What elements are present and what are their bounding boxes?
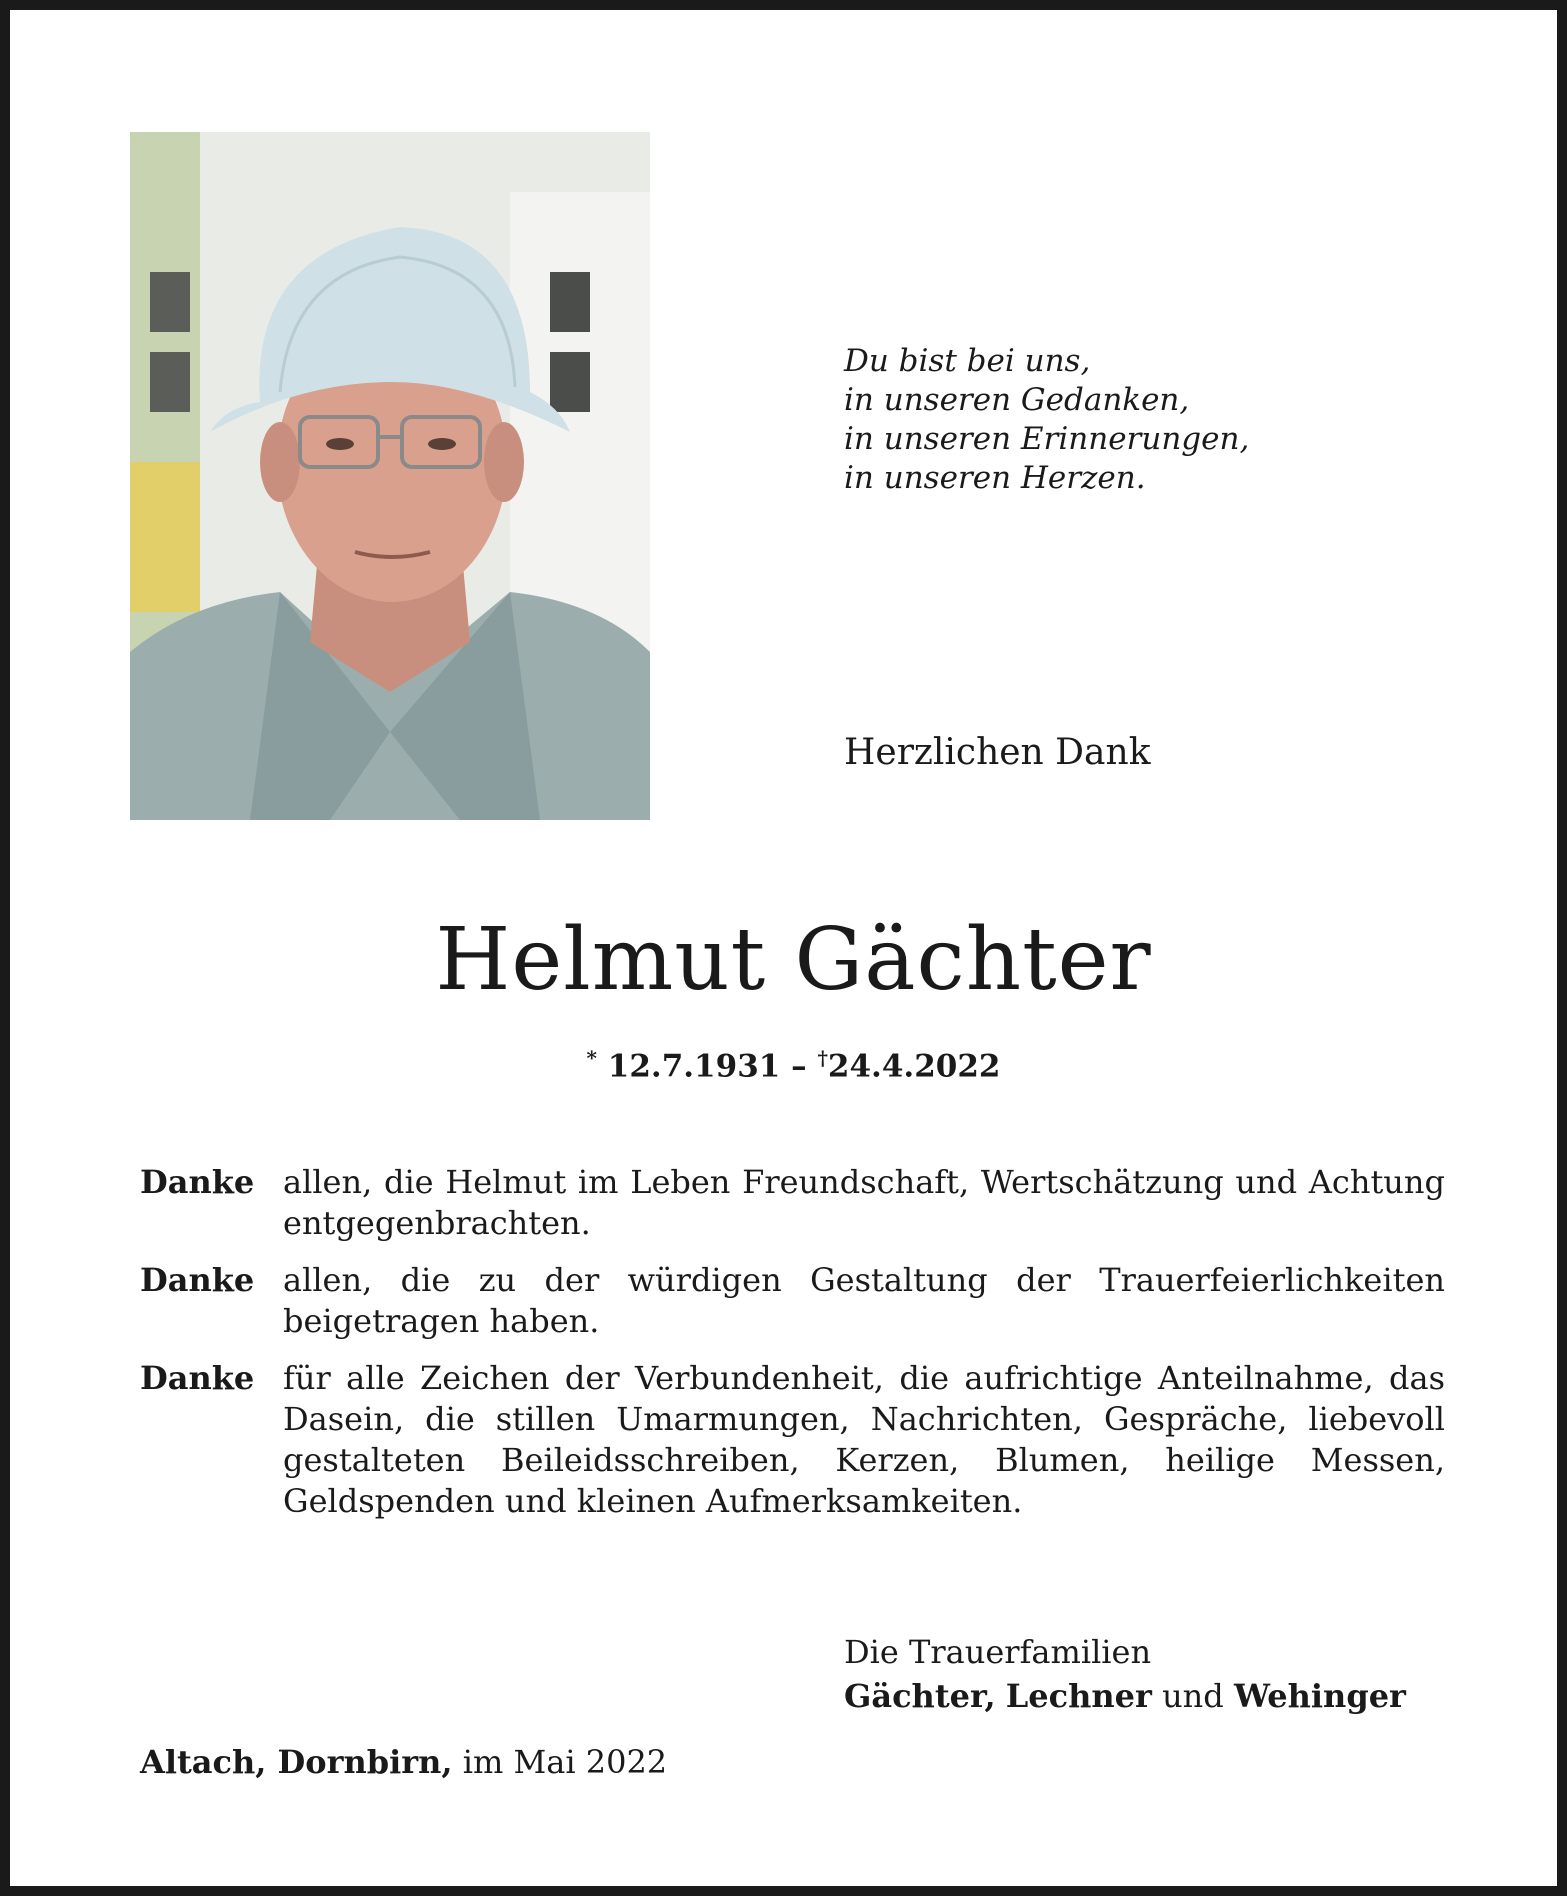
heading-herzlichen-dank: Herzlichen Dank bbox=[844, 732, 1151, 773]
date-separator: – bbox=[791, 1048, 807, 1085]
place-and-date bbox=[140, 1743, 667, 1781]
families-conjunction: und bbox=[1162, 1677, 1224, 1715]
birth-mark: * bbox=[586, 1046, 597, 1070]
place-date: im Mai 2022 bbox=[462, 1743, 668, 1781]
portrait-icon bbox=[130, 132, 650, 820]
thank-paragraph bbox=[140, 1162, 1445, 1244]
thank-word: Danke bbox=[140, 1359, 255, 1397]
death-mark: † bbox=[817, 1046, 828, 1070]
thank-paragraph bbox=[140, 1260, 1445, 1342]
memorial-poem bbox=[844, 342, 1249, 498]
family-name: Gächter, bbox=[844, 1677, 996, 1715]
thank-word: Danke bbox=[140, 1163, 255, 1201]
mourning-families bbox=[844, 1630, 1406, 1718]
family-name: Lechner bbox=[1005, 1677, 1152, 1715]
thank-paragraph bbox=[140, 1358, 1445, 1522]
thank-text: für alle Zeichen der Verbundenheit, die aufrichtige Anteilnahme, das Dasein, die stillen Umarmungen, Nachrichten, Gespräche, liebevoll gestalteten Beileidsschreiben, Kerzen, Blumen, heilige Messen, Geldspenden und kleinen Aufmerksamkeiten. bbox=[283, 1359, 1445, 1520]
family-name: Wehinger bbox=[1233, 1677, 1406, 1715]
thank-word: Danke bbox=[140, 1261, 255, 1299]
thank-text: allen, die Helmut im Leben Freundschaft, Wertschätzung und Achtung entgegenbrachten. bbox=[283, 1163, 1445, 1242]
life-dates bbox=[10, 1046, 1567, 1084]
families-names bbox=[844, 1674, 1406, 1718]
thank-text: allen, die zu der würdigen Gestaltung der Trauerfeierlichkeiten beigetragen haben. bbox=[283, 1261, 1445, 1340]
deceased-name: Helmut Gächter bbox=[435, 910, 1152, 1010]
poem-line: in unseren Gedanken, bbox=[844, 382, 1190, 418]
death-date: 24.4.2022 bbox=[827, 1048, 1001, 1085]
place-towns: Altach, Dornbirn, bbox=[140, 1743, 453, 1781]
thanks-section bbox=[140, 1162, 1445, 1538]
poem-line: Du bist bei uns, bbox=[844, 343, 1091, 379]
poem-line: in unseren Herzen. bbox=[844, 460, 1146, 496]
poem-line: in unseren Erinnerungen, bbox=[844, 421, 1250, 457]
families-intro: Die Trauerfamilien bbox=[844, 1633, 1152, 1671]
portrait-photo bbox=[130, 132, 650, 820]
birth-date: 12.7.1931 bbox=[607, 1048, 781, 1085]
